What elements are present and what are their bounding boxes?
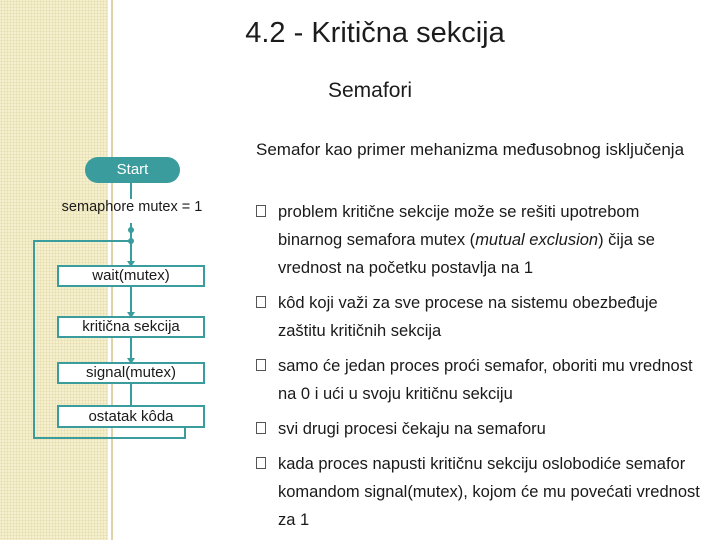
intro-text: Semafor kao primer mehanizma međusobnog isključenja xyxy=(256,140,685,159)
flow-init: semaphore mutex = 1 xyxy=(61,199,203,215)
bullet-item: problem kritične sekcije može se rešiti upotrebom binarnog semafora mutex (mutual exclusion) čija se vrednost na početku postavlja na 1 xyxy=(256,198,706,282)
bullet-box-icon xyxy=(256,205,266,217)
bullet-item: kada proces napusti kritičnu sekciju oslobodiće semafor komandom signal(mutex), kojom će mu povećati vrednost za 1 xyxy=(256,450,706,534)
bullet-box-icon xyxy=(256,359,266,371)
junction-dot xyxy=(128,238,134,244)
bullet-box-icon xyxy=(256,457,266,469)
flow-signal: signal(mutex) xyxy=(57,362,205,384)
slide-subtitle: Semafori xyxy=(328,79,413,102)
flow-rest: ostatak kôda xyxy=(57,405,205,428)
bullet-item: kôd koji važi za sve procese na sistemu obezbeđuje zaštitu kritičnih sekcija xyxy=(256,289,706,345)
flow-critical: kritična sekcija xyxy=(57,316,205,338)
bullet-item: samo će jedan proces proći semafor, oboriti mu vrednost na 0 i ući u svoju kritičnu sekciju xyxy=(256,352,706,408)
flow-wait: wait(mutex) xyxy=(57,265,205,287)
bullet-list xyxy=(256,198,706,541)
slide-title: 4.2 - Kritična sekcija xyxy=(245,17,505,49)
bullet-box-icon xyxy=(256,422,266,434)
bullet-box-icon xyxy=(256,296,266,308)
junction-dot xyxy=(128,227,134,233)
bullet-item: svi drugi procesi čekaju na semaforu xyxy=(256,415,706,443)
flow-start: Start xyxy=(85,157,180,183)
